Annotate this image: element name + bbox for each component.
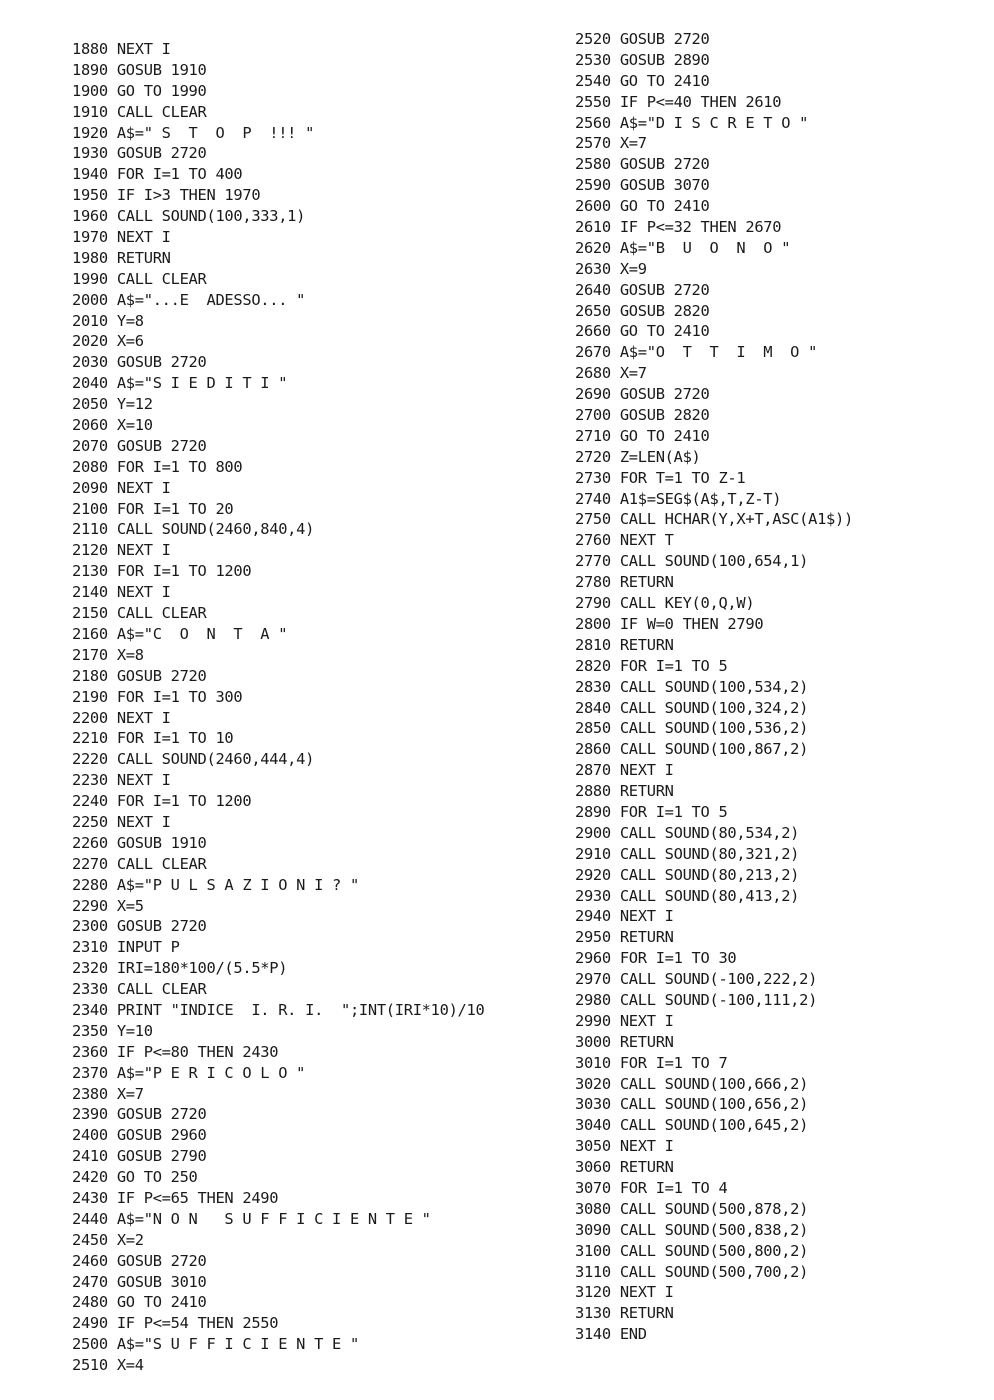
listing-left-column <box>72 39 484 1376</box>
code-line: 2270 CALL CLEAR <box>72 854 207 873</box>
code-line: 2450 X=2 <box>72 1230 144 1249</box>
code-line: 2530 GOSUB 2890 <box>575 50 710 69</box>
code-line: 3050 NEXT I <box>575 1137 674 1156</box>
code-line: 2050 Y=12 <box>72 395 153 414</box>
code-line: 1890 GOSUB 1910 <box>72 60 207 79</box>
code-line: 2140 NEXT I <box>72 583 171 602</box>
code-line: 2730 FOR T=1 TO Z-1 <box>575 468 746 487</box>
code-line: 2340 PRINT "INDICE I. R. I. ";INT(IRI*10)/10 <box>72 1000 485 1019</box>
code-line: 1930 GOSUB 2720 <box>72 144 207 163</box>
code-line: 2170 X=8 <box>72 645 144 664</box>
code-line: 2080 FOR I=1 TO 800 <box>72 457 243 476</box>
code-line: 3100 CALL SOUND(500,800,2) <box>575 1241 809 1260</box>
code-line: 2410 GOSUB 2790 <box>72 1147 207 1166</box>
code-line: 2800 IF W=0 THEN 2790 <box>575 614 764 633</box>
code-line: 2380 X=7 <box>72 1084 144 1103</box>
code-line: 2740 A1$=SEG$(A$,T,Z-T) <box>575 489 782 508</box>
code-line: 2560 A$="D I S C R E T O " <box>575 113 809 132</box>
code-line: 2000 A$="...E ADESSO... " <box>72 290 306 309</box>
code-line: 2390 GOSUB 2720 <box>72 1105 207 1124</box>
code-line: 2510 X=4 <box>72 1356 144 1375</box>
code-line: 1900 GO TO 1990 <box>72 81 207 100</box>
code-line: 2780 RETURN <box>575 573 674 592</box>
code-line: 2020 X=6 <box>72 332 144 351</box>
code-line: 2190 FOR I=1 TO 300 <box>72 687 243 706</box>
code-line: 2630 X=9 <box>575 259 647 278</box>
code-line: 2310 INPUT P <box>72 938 180 957</box>
code-line: 3040 CALL SOUND(100,645,2) <box>575 1116 809 1135</box>
code-line: 2790 CALL KEY(0,Q,W) <box>575 594 755 613</box>
code-line: 3080 CALL SOUND(500,878,2) <box>575 1199 809 1218</box>
code-line: 2850 CALL SOUND(100,536,2) <box>575 719 809 738</box>
code-line: 2690 GOSUB 2720 <box>575 385 710 404</box>
code-line: 2290 X=5 <box>72 896 144 915</box>
code-line: 2580 GOSUB 2720 <box>575 155 710 174</box>
code-line: 3120 NEXT I <box>575 1283 674 1302</box>
code-line: 2320 IRI=180*100/(5.5*P) <box>72 959 288 978</box>
code-line: 2030 GOSUB 2720 <box>72 353 207 372</box>
code-line: 3030 CALL SOUND(100,656,2) <box>575 1095 809 1114</box>
code-line: 3090 CALL SOUND(500,838,2) <box>575 1220 809 1239</box>
code-line: 3060 RETURN <box>575 1158 674 1177</box>
code-line: 1910 CALL CLEAR <box>72 102 207 121</box>
code-line: 2260 GOSUB 1910 <box>72 833 207 852</box>
code-line: 2120 NEXT I <box>72 541 171 560</box>
code-line: 2250 NEXT I <box>72 812 171 831</box>
code-line: 2040 A$="S I E D I T I " <box>72 374 288 393</box>
code-line: 2150 CALL CLEAR <box>72 604 207 623</box>
code-line: 2610 IF P<=32 THEN 2670 <box>575 218 782 237</box>
code-line: 2970 CALL SOUND(-100,222,2) <box>575 970 818 989</box>
code-line: 1950 IF I>3 THEN 1970 <box>72 186 261 205</box>
code-line: 2500 A$="S U F F I C I E N T E " <box>72 1335 359 1354</box>
code-line: 3000 RETURN <box>575 1032 674 1051</box>
code-line: 3070 FOR I=1 TO 4 <box>575 1178 728 1197</box>
code-line: 2910 CALL SOUND(80,321,2) <box>575 844 800 863</box>
code-line: 1960 CALL SOUND(100,333,1) <box>72 207 306 226</box>
code-line: 2520 GOSUB 2720 <box>575 30 710 48</box>
code-line: 2570 X=7 <box>575 134 647 153</box>
code-line: 2490 IF P<=54 THEN 2550 <box>72 1314 279 1333</box>
code-line: 2460 GOSUB 2720 <box>72 1251 207 1270</box>
code-line: 2240 FOR I=1 TO 1200 <box>72 792 252 811</box>
code-line: 2830 CALL SOUND(100,534,2) <box>575 677 809 696</box>
code-line: 2280 A$="P U L S A Z I O N I ? " <box>72 875 359 894</box>
code-line: 2820 FOR I=1 TO 5 <box>575 656 728 675</box>
code-line: 2440 A$="N O N S U F F I C I E N T E " <box>72 1209 431 1228</box>
code-line: 2420 GO TO 250 <box>72 1168 198 1187</box>
code-line: 2840 CALL SOUND(100,324,2) <box>575 698 809 717</box>
code-line: 2430 IF P<=65 THEN 2490 <box>72 1188 279 1207</box>
code-line: 2700 GOSUB 2820 <box>575 406 710 425</box>
code-line: 2100 FOR I=1 TO 20 <box>72 499 234 518</box>
code-line: 2550 IF P<=40 THEN 2610 <box>575 92 782 111</box>
code-line: 2070 GOSUB 2720 <box>72 436 207 455</box>
code-line: 1980 RETURN <box>72 248 171 267</box>
code-line: 2330 CALL CLEAR <box>72 980 207 999</box>
code-line: 2920 CALL SOUND(80,213,2) <box>575 865 800 884</box>
code-line: 2940 NEXT I <box>575 907 674 926</box>
code-line: 2400 GOSUB 2960 <box>72 1126 207 1145</box>
code-line: 3110 CALL SOUND(500,700,2) <box>575 1262 809 1281</box>
code-line: 2980 CALL SOUND(-100,111,2) <box>575 990 818 1009</box>
code-line: 2010 Y=8 <box>72 311 144 330</box>
code-line: 2930 CALL SOUND(80,413,2) <box>575 886 800 905</box>
code-line: 2470 GOSUB 3010 <box>72 1272 207 1291</box>
code-line: 1970 NEXT I <box>72 228 171 247</box>
code-line: 1920 A$=" S T O P !!! " <box>72 123 315 142</box>
code-line: 2950 RETURN <box>575 928 674 947</box>
code-line: 2750 CALL HCHAR(Y,X+T,ASC(A1$)) <box>575 510 853 529</box>
code-line: 2720 Z=LEN(A$) <box>575 447 701 466</box>
code-line: 2770 CALL SOUND(100,654,1) <box>575 552 809 571</box>
code-line: 2960 FOR I=1 TO 30 <box>575 949 737 968</box>
code-line: 2200 NEXT I <box>72 708 171 727</box>
code-line: 2300 GOSUB 2720 <box>72 917 207 936</box>
code-line: 1880 NEXT I <box>72 40 171 58</box>
code-line: 2130 FOR I=1 TO 1200 <box>72 562 252 581</box>
code-line: 2220 CALL SOUND(2460,444,4) <box>72 750 315 769</box>
code-line: 2360 IF P<=80 THEN 2430 <box>72 1042 279 1061</box>
code-line: 2650 GOSUB 2820 <box>575 301 710 320</box>
code-line: 2990 NEXT I <box>575 1011 674 1030</box>
code-line: 2760 NEXT T <box>575 531 674 550</box>
code-line: 2680 X=7 <box>575 364 647 383</box>
code-line: 2210 FOR I=1 TO 10 <box>72 729 234 748</box>
code-line: 2180 GOSUB 2720 <box>72 666 207 685</box>
code-line: 2710 GO TO 2410 <box>575 426 710 445</box>
code-line: 2350 Y=10 <box>72 1021 153 1040</box>
code-line: 2060 X=10 <box>72 416 153 435</box>
code-line: 2660 GO TO 2410 <box>575 322 710 341</box>
code-line: 2640 GOSUB 2720 <box>575 280 710 299</box>
code-line: 3130 RETURN <box>575 1304 674 1323</box>
code-line: 2160 A$="C O N T A " <box>72 624 288 643</box>
code-line: 2880 RETURN <box>575 782 674 801</box>
code-line: 1940 FOR I=1 TO 400 <box>72 165 243 184</box>
code-line: 2870 NEXT I <box>575 761 674 780</box>
code-line: 2540 GO TO 2410 <box>575 71 710 90</box>
code-line: 2600 GO TO 2410 <box>575 197 710 216</box>
code-line: 2810 RETURN <box>575 635 674 654</box>
code-line: 2230 NEXT I <box>72 771 171 790</box>
code-line: 2900 CALL SOUND(80,534,2) <box>575 823 800 842</box>
code-line: 2590 GOSUB 3070 <box>575 176 710 195</box>
code-line: 3010 FOR I=1 TO 7 <box>575 1053 728 1072</box>
code-line: 2620 A$="B U O N O " <box>575 238 791 257</box>
code-line: 3020 CALL SOUND(100,666,2) <box>575 1074 809 1093</box>
code-line: 2860 CALL SOUND(100,867,2) <box>575 740 809 759</box>
code-line: 2480 GO TO 2410 <box>72 1293 207 1312</box>
code-line: 2090 NEXT I <box>72 478 171 497</box>
code-line: 2670 A$="O T T I M O " <box>575 343 818 362</box>
code-line: 2110 CALL SOUND(2460,840,4) <box>72 520 315 539</box>
code-line: 2890 FOR I=1 TO 5 <box>575 802 728 821</box>
code-line: 2370 A$="P E R I C O L O " <box>72 1063 306 1082</box>
listing-right-column <box>575 29 853 1345</box>
code-line: 3140 END <box>575 1325 647 1344</box>
code-line: 1990 CALL CLEAR <box>72 269 207 288</box>
